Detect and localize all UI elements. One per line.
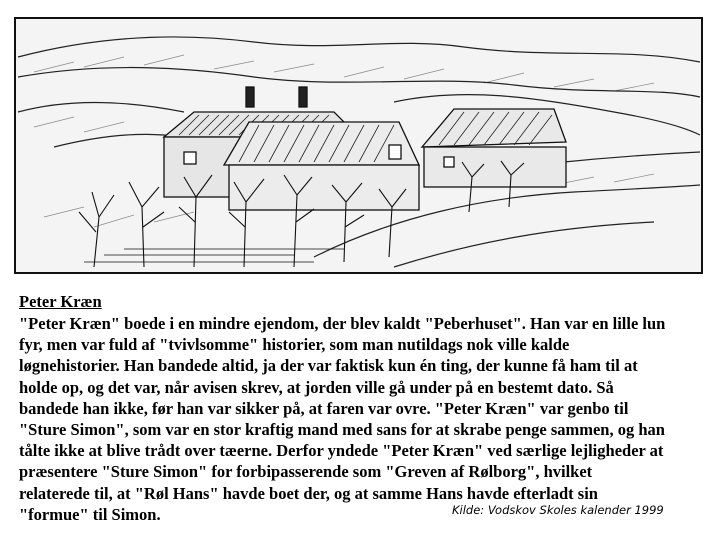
body-line: relaterede til, at "Røl Hans" havde boet der, og at samme Hans havde efterladt sin xyxy=(19,483,598,503)
farmhouse-sketch xyxy=(14,17,703,274)
body-line: "Peter Kræn" boede i en mindre ejendom, der blev kaldt "Peberhuset". Han var en lille lun xyxy=(19,314,666,333)
body-line: "Sture Simon", som var en stor kraftig mand med sans for at skrabe penge sammen, og han xyxy=(19,420,665,440)
article-title: Peter Kræn xyxy=(19,292,102,311)
body-line: fyr, men var fuld af "tvivlsomme" historier, som man nutildags nok ville kalde xyxy=(19,335,570,355)
body-line: bandede han ikke, før han var sikker på, at faren var ovre. "Peter Kræn" var genbo til xyxy=(19,398,629,418)
source-credit: Kilde: Vodskov Skoles kalender 1999 xyxy=(452,503,664,517)
body-line: "formue" til Simon. xyxy=(19,504,161,524)
body-line: præsentere "Sture Simon" for forbipasserende som "Greven af Rølborg", hvilket xyxy=(19,462,593,482)
house-right xyxy=(422,109,566,187)
body-line: løgnehistorier. Han bandede altid, ja der var faktisk kun én ting, der kunne få ham til at xyxy=(19,356,638,376)
article-body xyxy=(19,313,665,525)
body-line: holde op, og det var, når avisen skrev, at jorden ville gå under på en bestemt dato. Så xyxy=(19,377,614,397)
body-line: tålte ikke at blive trådt over tæerne. Derfor yndede "Peter Kræn" ved særlige lejligheder at xyxy=(19,441,664,461)
